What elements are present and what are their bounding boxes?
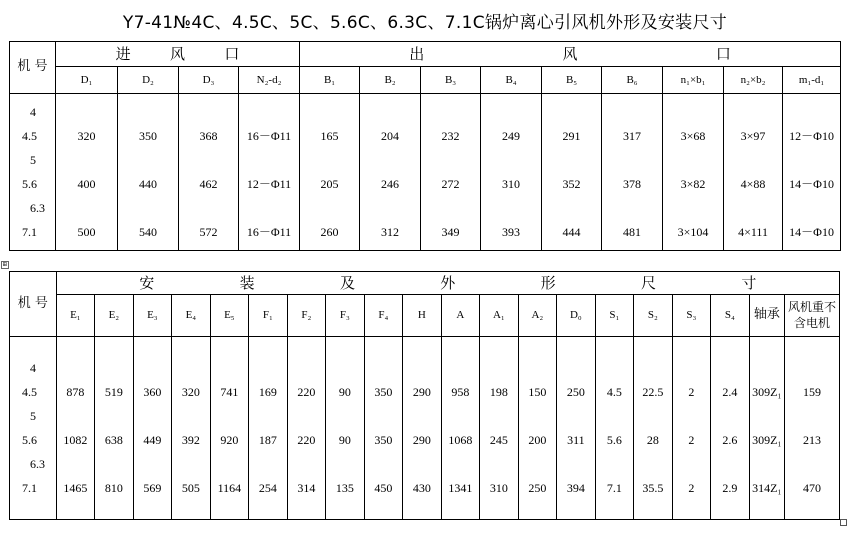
cell-value: 250 bbox=[528, 481, 547, 495]
data-cell bbox=[360, 94, 421, 251]
data-cell bbox=[480, 337, 519, 520]
data-cell bbox=[403, 337, 442, 520]
cell-value: 249 bbox=[502, 129, 521, 143]
cell-value: 958 bbox=[451, 385, 470, 399]
column-header: N₂-d₂ bbox=[239, 67, 300, 94]
cell-value: 14－Φ10 bbox=[789, 177, 834, 191]
cell-value: 245 bbox=[489, 433, 508, 447]
cell-value: 2.4 bbox=[722, 385, 738, 399]
data-cell bbox=[118, 94, 179, 251]
cell-value: 232 bbox=[441, 129, 460, 143]
cell-value: 12－Φ11 bbox=[246, 177, 292, 191]
data-cell bbox=[783, 94, 841, 251]
cell-value: 349 bbox=[441, 225, 460, 239]
cell-value: 150 bbox=[528, 385, 547, 399]
model-number: 4 bbox=[30, 105, 36, 119]
cell-value: 14－Φ10 bbox=[789, 225, 834, 239]
cell-value: 311 bbox=[567, 433, 585, 447]
column-header: B₁ bbox=[300, 67, 360, 94]
cell-value: 320 bbox=[181, 385, 200, 399]
column-header: F₃ bbox=[326, 295, 365, 337]
data-cell bbox=[542, 94, 602, 251]
inlet-header-text-char: 风 bbox=[170, 44, 186, 63]
cell-value: 505 bbox=[181, 481, 200, 495]
data-cell bbox=[672, 337, 711, 520]
cell-value: 254 bbox=[258, 481, 277, 495]
outlet-header-text-char: 出 bbox=[409, 44, 425, 63]
cell-value: 481 bbox=[623, 225, 642, 239]
cell-value: 352 bbox=[562, 177, 581, 191]
column-header: D₃ bbox=[179, 67, 239, 94]
cell-value: 90 bbox=[338, 433, 351, 447]
model-number: 4 bbox=[30, 361, 36, 375]
column-header: D₁ bbox=[56, 67, 118, 94]
cell-value: 317 bbox=[623, 129, 642, 143]
column-header: E₁ bbox=[56, 295, 95, 337]
cell-value: 444 bbox=[562, 225, 581, 239]
outlet-header bbox=[300, 42, 841, 67]
column-header: S₁ bbox=[595, 295, 634, 337]
column-header: E₃ bbox=[133, 295, 172, 337]
column-header: E₂ bbox=[95, 295, 134, 337]
cell-value: 3×97 bbox=[740, 129, 766, 143]
cell-value: 90 bbox=[338, 385, 351, 399]
column-header: F₂ bbox=[287, 295, 326, 337]
data-cell bbox=[595, 337, 634, 520]
cell-value: 378 bbox=[623, 177, 642, 191]
cell-value: 2 bbox=[688, 481, 695, 495]
cell-value: 290 bbox=[412, 385, 431, 399]
cell-value: 519 bbox=[104, 385, 123, 399]
cell-value: 350 bbox=[139, 129, 157, 143]
model-number: 6.3 bbox=[30, 201, 45, 215]
model-number: 5.6 bbox=[22, 177, 37, 191]
installation-header-text-char: 尺 bbox=[640, 273, 656, 292]
cell-value: 1465 bbox=[63, 481, 88, 495]
cell-value: 2 bbox=[688, 433, 695, 447]
cell-value: 220 bbox=[297, 385, 316, 399]
data-cell bbox=[724, 94, 783, 251]
cell-value: 3×68 bbox=[680, 129, 706, 143]
model-number: 7.1 bbox=[22, 481, 37, 495]
cell-value: 260 bbox=[320, 225, 339, 239]
column-header: S₄ bbox=[711, 295, 750, 337]
cell-value: 2 bbox=[688, 385, 695, 399]
model-number: 5.6 bbox=[22, 433, 37, 447]
cell-value: 1082 bbox=[63, 433, 88, 447]
installation-header-text bbox=[57, 275, 839, 292]
outlet-header-text bbox=[300, 46, 840, 63]
column-header: n₁×b₁ bbox=[663, 67, 724, 94]
installation-header-text-char: 外 bbox=[440, 273, 456, 292]
model-number: 5 bbox=[30, 409, 36, 423]
cell-value: 310 bbox=[489, 481, 508, 495]
data-cell bbox=[711, 337, 750, 520]
column-header: F₁ bbox=[249, 295, 288, 337]
column-header: H bbox=[403, 295, 442, 337]
cell-value: 165 bbox=[320, 129, 339, 143]
installation-header-text-char: 寸 bbox=[741, 273, 757, 292]
data-cell bbox=[421, 94, 481, 251]
data-cell bbox=[179, 94, 239, 251]
cell-value: 3×104 bbox=[677, 225, 709, 239]
cell-value: 440 bbox=[139, 177, 157, 191]
installation-header bbox=[56, 272, 839, 295]
cell-value: 878 bbox=[66, 385, 85, 399]
cell-value: 368 bbox=[199, 129, 218, 143]
data-cell bbox=[249, 337, 288, 520]
column-header: E₅ bbox=[210, 295, 249, 337]
model-number: 7.1 bbox=[22, 225, 37, 239]
cell-value: 12－Φ10 bbox=[789, 129, 834, 143]
resize-handle-icon bbox=[840, 519, 847, 526]
cell-value: 246 bbox=[381, 177, 400, 191]
cell-value: 22.5 bbox=[642, 385, 664, 399]
cell-value: 810 bbox=[104, 481, 123, 495]
cell-value: 4×111 bbox=[738, 225, 768, 239]
column-header: A₁ bbox=[480, 295, 519, 337]
cell-value: 392 bbox=[181, 433, 200, 447]
column-header: m₁-d₁ bbox=[783, 67, 841, 94]
cell-value: 462 bbox=[199, 177, 218, 191]
model-header: 机 号 bbox=[10, 42, 56, 94]
cell-value: 638 bbox=[104, 433, 123, 447]
data-cell bbox=[287, 337, 326, 520]
installation-header-text-char: 形 bbox=[540, 273, 556, 292]
model-number: 5 bbox=[30, 153, 36, 167]
column-header: S₂ bbox=[634, 295, 673, 337]
column-header: E₄ bbox=[172, 295, 211, 337]
cell-value: 741 bbox=[220, 385, 239, 399]
model-list bbox=[10, 337, 57, 520]
cell-value: 205 bbox=[320, 177, 339, 191]
cell-value: 159 bbox=[803, 385, 822, 399]
cell-value: 290 bbox=[412, 433, 431, 447]
cell-value: 1068 bbox=[448, 433, 473, 447]
cell-value: 291 bbox=[562, 129, 581, 143]
inlet-outlet-table bbox=[9, 41, 841, 251]
cell-value: 204 bbox=[381, 129, 400, 143]
cell-value: 272 bbox=[441, 177, 460, 191]
cell-value: 310 bbox=[502, 177, 521, 191]
column-header: 轴承 bbox=[749, 295, 784, 337]
cell-value: 198 bbox=[489, 385, 508, 399]
cell-value: 350 bbox=[374, 385, 393, 399]
model-header: 机 号 bbox=[10, 272, 57, 337]
data-cell bbox=[557, 337, 596, 520]
cell-value: 4×88 bbox=[740, 177, 766, 191]
cell-value: 400 bbox=[77, 177, 96, 191]
cell-value: 16－Φ11 bbox=[246, 225, 292, 239]
cell-value: 309Z₁ bbox=[752, 385, 782, 399]
column-header: S₃ bbox=[672, 295, 711, 337]
cell-value: 3×82 bbox=[680, 177, 706, 191]
cell-value: 350 bbox=[374, 433, 393, 447]
column-header: 风机重不含电机 bbox=[785, 295, 840, 337]
cell-value: 200 bbox=[528, 433, 547, 447]
outlet-header-text-char: 口 bbox=[715, 44, 731, 63]
inlet-header-text-char: 进 bbox=[115, 44, 131, 63]
cell-value: 572 bbox=[199, 225, 218, 239]
page-title: Y7-41№4C、4.5C、5C、5.6C、6.3C、7.1C锅炉离心引风机外形及安装尺寸 bbox=[122, 13, 728, 33]
data-cell bbox=[602, 94, 663, 251]
data-cell bbox=[785, 337, 840, 520]
cell-value: 35.5 bbox=[642, 481, 664, 495]
cell-value: 920 bbox=[220, 433, 239, 447]
cell-value: 450 bbox=[374, 481, 393, 495]
data-cell bbox=[239, 94, 300, 251]
cell-value: 213 bbox=[803, 433, 822, 447]
cell-value: 430 bbox=[412, 481, 431, 495]
column-header: D₂ bbox=[118, 67, 179, 94]
model-number: 6.3 bbox=[30, 457, 45, 471]
cell-value: 500 bbox=[77, 225, 96, 239]
cell-value: 187 bbox=[258, 433, 277, 447]
column-header: B₂ bbox=[360, 67, 421, 94]
column-header: B₅ bbox=[542, 67, 602, 94]
cell-value: 7.1 bbox=[606, 481, 622, 495]
column-header: F₄ bbox=[364, 295, 403, 337]
cell-value: 394 bbox=[566, 481, 585, 495]
column-header: B₄ bbox=[481, 67, 542, 94]
cell-value: 314Z₁ bbox=[752, 481, 782, 495]
cell-value: 16－Φ11 bbox=[246, 129, 292, 143]
column-header: D₀ bbox=[557, 295, 596, 337]
column-header: B₃ bbox=[421, 67, 481, 94]
data-cell bbox=[481, 94, 542, 251]
installation-header-text-char: 安 bbox=[139, 273, 155, 292]
data-cell bbox=[133, 337, 172, 520]
cell-value: 169 bbox=[258, 385, 277, 399]
cell-value: 1164 bbox=[217, 481, 242, 495]
cell-value: 569 bbox=[143, 481, 162, 495]
cell-value: 470 bbox=[803, 481, 822, 495]
column-header: B₆ bbox=[602, 67, 663, 94]
cell-value: 220 bbox=[297, 433, 316, 447]
cell-value: 393 bbox=[502, 225, 521, 239]
cell-value: 309Z₁ bbox=[752, 433, 782, 447]
cell-value: 2.6 bbox=[722, 433, 738, 447]
data-cell bbox=[300, 94, 360, 251]
data-cell bbox=[56, 337, 95, 520]
inlet-header-text-char: 口 bbox=[224, 44, 240, 63]
outlet-header-text-char: 风 bbox=[562, 44, 578, 63]
column-header: n₂×b₂ bbox=[724, 67, 783, 94]
cell-value: 540 bbox=[139, 225, 157, 239]
cell-value: 360 bbox=[143, 385, 162, 399]
model-number: 4.5 bbox=[22, 129, 37, 143]
inlet-header-text bbox=[56, 46, 299, 63]
data-cell bbox=[56, 94, 118, 251]
data-cell bbox=[634, 337, 673, 520]
cell-value: 2.9 bbox=[722, 481, 738, 495]
cell-value: 250 bbox=[566, 385, 585, 399]
data-cell bbox=[749, 337, 784, 520]
cell-value: 5.6 bbox=[606, 433, 622, 447]
inlet-header bbox=[56, 42, 300, 67]
cell-value: 320 bbox=[77, 129, 96, 143]
model-number: 4.5 bbox=[22, 385, 37, 399]
installation-table bbox=[9, 271, 840, 520]
table-anchor-icon: ⊞ bbox=[2, 262, 8, 268]
data-cell bbox=[326, 337, 365, 520]
data-cell bbox=[441, 337, 480, 520]
cell-value: 312 bbox=[381, 225, 400, 239]
model-list bbox=[10, 94, 56, 251]
installation-header-text-char: 装 bbox=[239, 273, 255, 292]
data-cell bbox=[364, 337, 403, 520]
cell-value: 314 bbox=[297, 481, 316, 495]
column-header: A bbox=[441, 295, 480, 337]
cell-value: 1341 bbox=[448, 481, 473, 495]
data-cell bbox=[172, 337, 211, 520]
column-header: A₂ bbox=[518, 295, 557, 337]
cell-value: 28 bbox=[646, 433, 659, 447]
data-cell bbox=[518, 337, 557, 520]
data-cell bbox=[663, 94, 724, 251]
cell-value: 4.5 bbox=[606, 385, 622, 399]
data-cell bbox=[95, 337, 134, 520]
cell-value: 449 bbox=[143, 433, 162, 447]
cell-value: 135 bbox=[335, 481, 354, 495]
installation-header-text-char: 及 bbox=[339, 273, 355, 292]
data-cell bbox=[210, 337, 249, 520]
